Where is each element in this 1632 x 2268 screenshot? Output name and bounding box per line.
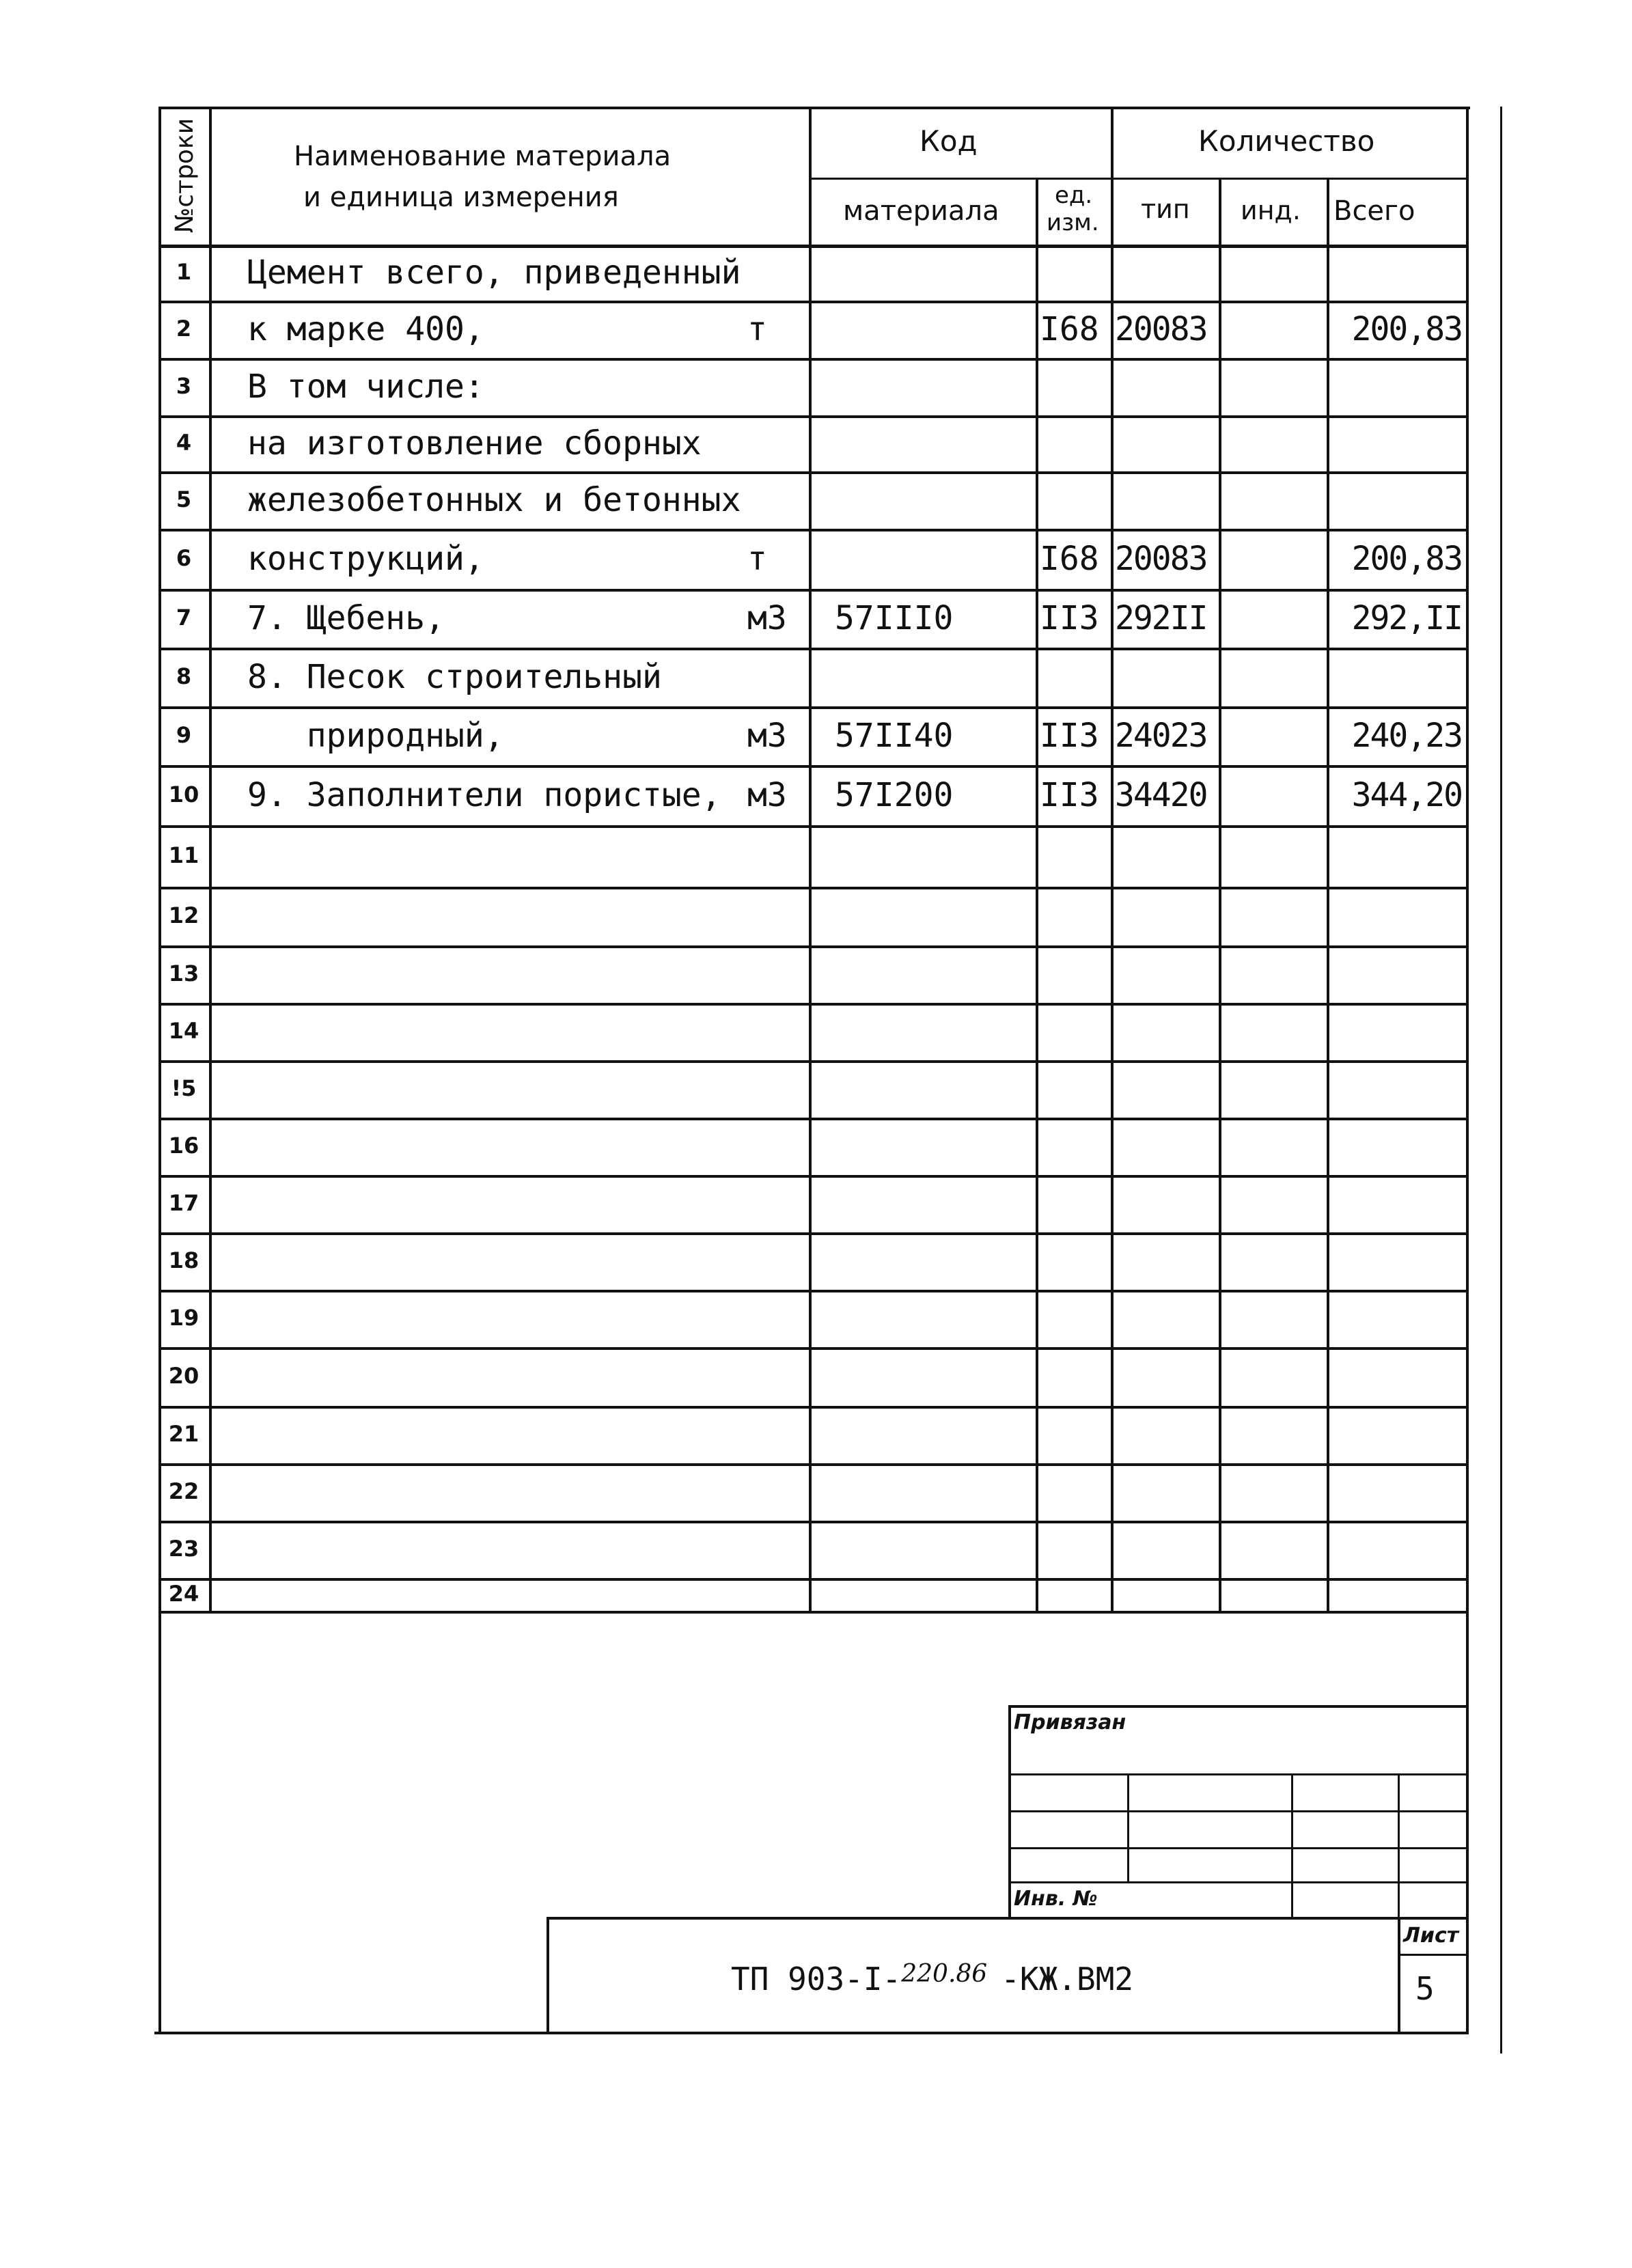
stamp-vline-3 [1398,1773,1400,1918]
frame-top [158,107,1470,109]
title-block-top [547,1917,1469,1920]
row-code: 57II40 [835,717,954,755]
doc-code-prefix: ТП 903-I- [731,1961,902,1997]
sheet-label: Лист [1403,1924,1459,1948]
table-row [158,1234,1469,1291]
row-number: 3 [176,373,192,399]
row-name: железобетонных и бетонных [247,481,741,519]
row-type: 20083 [1115,310,1207,348]
table-row [158,1522,1469,1579]
row-number: 12 [168,902,199,928]
row-number: 23 [168,1536,199,1562]
header-unit-line2: изм. [1047,209,1099,236]
table-row [158,417,1469,473]
row-type: 24023 [1115,717,1207,755]
row-total: 240,23 [1351,717,1462,755]
row-number: 14 [168,1018,199,1044]
table-row [158,1407,1469,1465]
row-code: 57III0 [835,599,954,637]
sheet-number: 5 [1415,1970,1435,2007]
table-row [158,1062,1469,1119]
table-row [158,473,1469,530]
table-row [158,246,1469,302]
row-type: 20083 [1115,540,1207,578]
row-number: 7 [176,605,192,631]
table-row [158,827,1469,888]
stamp-vline-2 [1291,1773,1293,1918]
table-row [158,1465,1469,1522]
table-row [158,302,1469,359]
row-name: 7. Щебень, [247,599,445,637]
frame-right-outer [1500,107,1502,2053]
row-code: 57I200 [835,776,954,814]
table-row [158,1579,1469,1612]
table-row [158,1176,1469,1234]
table-row [158,530,1469,590]
header-total: Всего [1333,195,1415,227]
table-row [158,590,1469,649]
header-type: тип [1141,194,1190,224]
row-number: 19 [168,1305,199,1331]
stamp-vline-1 [1127,1773,1129,1883]
table-row [158,888,1469,947]
row-number: 18 [168,1247,199,1273]
header-name-line1: Наименование материала [294,141,672,172]
row-total: 200,83 [1351,310,1462,348]
row-name: Цемент всего, приведенный [247,253,741,292]
row-unit-code: I68 [1040,540,1099,578]
row-type: 34420 [1115,776,1207,814]
header-qty: Количество [1198,124,1375,158]
row-number: 10 [168,782,199,807]
row-number: 16 [168,1133,199,1159]
row-name: В том числе: [247,368,484,406]
doc-code [731,1961,1133,1997]
row-total: 292,II [1351,599,1462,637]
row-number: 24 [168,1581,199,1607]
row-number: 6 [176,545,192,571]
row-unit: м3 [747,776,787,814]
stamp-box-top [1008,1705,1469,1708]
table-row [158,766,1469,827]
row-unit-code: I68 [1040,310,1099,348]
table-row [158,947,1469,1004]
table-row [158,359,1469,417]
row-number: !5 [171,1075,197,1101]
sheet-box-mid [1398,1954,1469,1956]
stamp-inv-label: Инв. № [1014,1887,1098,1911]
row-number: 13 [168,960,199,986]
sheet-box-left [1398,1917,1400,2033]
row-name: конструкций, [247,540,484,578]
doc-code-handwritten: 220.86 [901,1960,988,1988]
row-name: на изготовление сборных [247,424,702,462]
row-number: 9 [176,722,192,748]
stamp-box-left [1008,1705,1011,1920]
table-row [158,1004,1469,1062]
table-row [158,1349,1469,1407]
frame-bottom [154,2032,1469,2034]
row-number: 21 [168,1421,199,1447]
row-name: к марке 400, [247,310,484,348]
table-row [158,649,1469,708]
row-unit: м3 [747,717,787,755]
header-subline [810,178,1467,180]
header-name-line2: и единица измерения [303,182,619,213]
row-number: 20 [168,1363,199,1389]
table-row [158,708,1469,766]
row-name: природный, [247,717,504,755]
header-code: Код [919,124,978,158]
row-number: 2 [176,316,192,342]
row-name: 8. Песок строительный [247,658,662,696]
header-material: материала [843,195,999,227]
row-unit: м3 [747,599,787,637]
row-unit-code: II3 [1040,717,1099,755]
title-block-left [547,1917,549,2033]
doc-code-suffix: -КЖ.ВМ2 [1001,1961,1134,1997]
row-unit-code: II3 [1040,776,1099,814]
row-unit: т [747,540,767,578]
stamp-bound-label: Привязан [1014,1711,1126,1734]
row-total: 344,20 [1351,776,1462,814]
table-row [158,1291,1469,1349]
table-row [158,1119,1469,1176]
row-number: 4 [176,430,192,456]
header-unit-line1: ед. [1055,182,1093,209]
row-type: 292II [1115,599,1207,637]
row-number: 17 [168,1190,199,1216]
row-unit: т [747,310,767,348]
row-number: 11 [168,842,199,868]
row-number: 5 [176,486,192,512]
row-name: 9. Заполнители пористые, [247,776,721,814]
row-unit-code: II3 [1040,599,1099,637]
header-ind: инд. [1241,195,1301,225]
row-number: 22 [168,1478,199,1504]
header-rownum: №строки [171,117,199,234]
row-number: 1 [176,259,192,285]
row-total: 200,83 [1351,540,1462,578]
row-number: 8 [176,663,192,689]
